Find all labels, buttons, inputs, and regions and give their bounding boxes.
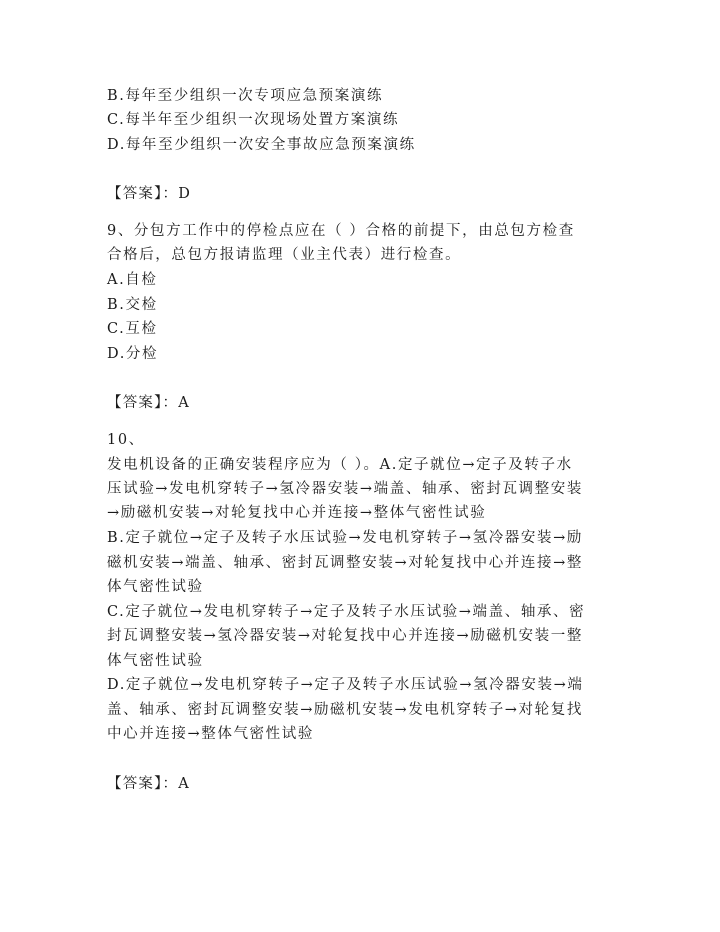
q9-option-c: C.互检: [107, 321, 158, 337]
q10-line-7: C.定子就位→发电机穿转子→定子及转子水压试验→端盖、轴承、密: [107, 604, 586, 620]
q10-line-12: 中心并连接→整体气密性试验: [107, 726, 314, 742]
q10-answer: 【答案】：A: [107, 776, 190, 792]
q9-stem-line-1: 9、分包方工作中的停检点应在（ ）合格的前提下，由总包方检查: [107, 223, 575, 239]
q10-line-3: →励磁机安装→对轮复找中心并连接→整体气密性试验: [107, 505, 487, 521]
q8-option-b: B.每年至少组织一次专项应急预案演练: [107, 88, 384, 104]
q10-line-6: 体气密性试验: [107, 579, 204, 595]
q10-line-5: 磁机安装→端盖、轴承、密封瓦调整安装→对轮复找中心并连接→整: [107, 555, 583, 571]
q9-answer: 【答案】：A: [107, 395, 190, 411]
q8-option-c: C.每半年至少组织一次现场处置方案演练: [107, 112, 400, 128]
q10-line-11: 盖、轴承、密封瓦调整安装→励磁机安装→发电机穿转子→对轮复找: [107, 702, 583, 718]
q9-option-b: B.交检: [107, 297, 158, 313]
q9-option-a: A.自检: [107, 272, 158, 288]
q10-line-1: 发电机设备的正确安装程序应为（ ）。A.定子就位→定子及转子水: [107, 457, 573, 473]
q10-line-9: 体气密性试验: [107, 653, 204, 669]
q8-option-d: D.每年至少组织一次安全事故应急预案演练: [107, 137, 416, 153]
q10-line-8: 封瓦调整安装→氢冷器安装→对轮复找中心并连接→励磁机安装一整: [107, 628, 583, 644]
q10-line-10: D.定子就位→发电机穿转子→定子及转子水压试验→氢冷器安装→端: [107, 677, 584, 693]
q10-number: 10、: [107, 432, 145, 448]
q10-line-2: 压试验→发电机穿转子→氢冷器安装→端盖、轴承、密封瓦调整安装: [107, 481, 583, 497]
q8-answer: 【答案】：D: [107, 186, 192, 202]
q9-stem-line-2: 合格后，总包方报请监理（业主代表）进行检查。: [107, 247, 462, 263]
q9-option-d: D.分检: [107, 346, 159, 362]
q10-line-4: B.定子就位→定子及转子水压试验→发电机穿转子→氢冷器安装→励: [107, 530, 583, 546]
